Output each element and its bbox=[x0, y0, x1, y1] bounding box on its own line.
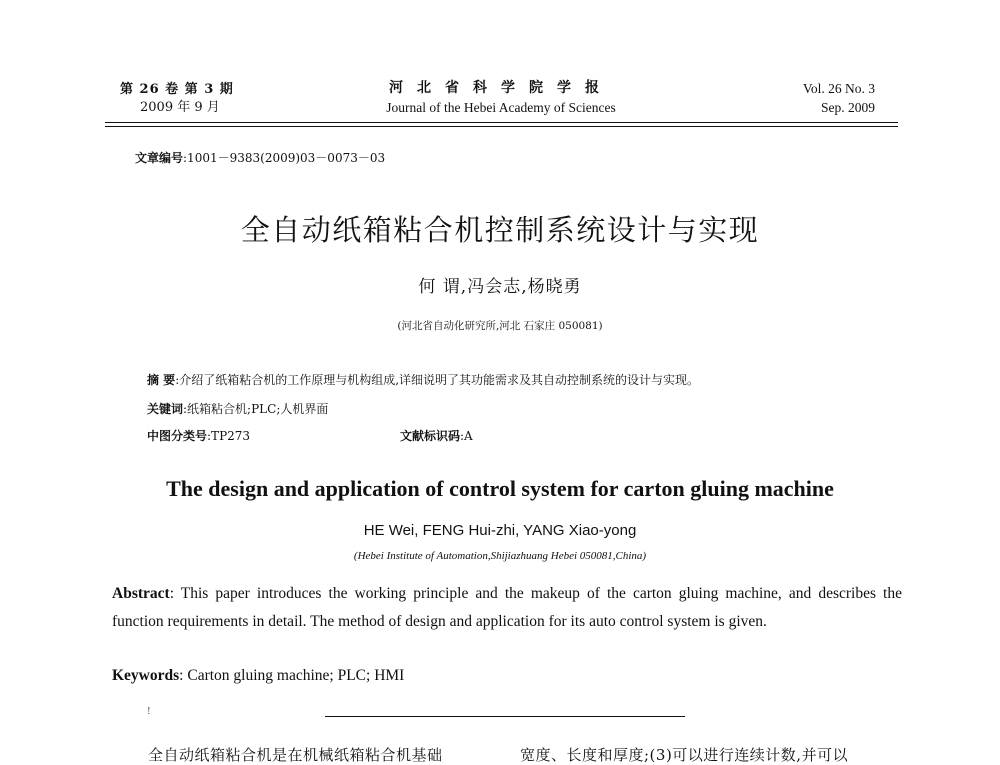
abstract-cn bbox=[147, 371, 699, 388]
header-center bbox=[366, 79, 636, 117]
authors-cn: 何 谓,冯会志,杨晓勇 bbox=[418, 277, 582, 297]
authors-en: HE Wei, FENG Hui-zhi, YANG Xiao-yong bbox=[363, 522, 637, 539]
keywords-en bbox=[112, 667, 404, 685]
classification-cn-text: :TP273 bbox=[207, 429, 251, 443]
volume-issue-en: Vol. 26 No. 3 bbox=[802, 81, 875, 96]
stray-mark: ! bbox=[147, 707, 151, 717]
abstract-en bbox=[112, 580, 902, 636]
section-separator bbox=[325, 716, 685, 717]
affiliation-en: (Hebei Institute of Automation,Shijiazhuang Hebei 050081,China) bbox=[353, 550, 647, 562]
date-cn: 2009 年 9 月 bbox=[140, 100, 220, 115]
header-right bbox=[803, 79, 875, 117]
article-number-value: :1001－9383(2009)03－0073－03 bbox=[183, 151, 386, 165]
doc-code-cn bbox=[400, 427, 473, 444]
title-en: The design and application of control system for carton gluing machine bbox=[166, 476, 834, 501]
header-left bbox=[120, 81, 234, 117]
doc-code-cn-label: 文献标识码 bbox=[400, 429, 461, 443]
article-number-label: 文章编号 bbox=[135, 151, 184, 165]
classification-cn-label: 中图分类号 bbox=[147, 429, 208, 443]
keywords-cn-label: 关键词 bbox=[147, 402, 184, 416]
affiliation-cn: (河北省自动化研究所,河北 石家庄 050081) bbox=[397, 320, 603, 332]
abstract-en-text: : This paper introduces the working principle and the makeup of the carton gluing machine, and describes the function requirements in detail. The method of design and application for its auto control system is given. bbox=[112, 585, 902, 630]
abstract-cn-label: 摘 要 bbox=[147, 373, 176, 387]
article-number bbox=[135, 149, 385, 166]
doc-code-cn-text: :A bbox=[460, 429, 473, 443]
volume-issue-cn: 第 26 卷 第 3 期 bbox=[120, 82, 234, 97]
body-column-left-line: 全自动纸箱粘合机是在机械纸箱粘合机基础 bbox=[148, 746, 443, 764]
keywords-en-label: Keywords bbox=[112, 667, 180, 684]
keywords-cn-text: :纸箱粘合机;PLC;人机界面 bbox=[183, 402, 329, 416]
abstract-en-label: Abstract bbox=[112, 585, 170, 602]
journal-name-en: Journal of the Hebei Academy of Sciences bbox=[386, 100, 616, 115]
body-column-right-line: 宽度、长度和厚度;(3)可以进行连续计数,并可以 bbox=[520, 746, 849, 764]
keywords-cn bbox=[147, 400, 328, 417]
date-en: Sep. 2009 bbox=[821, 100, 875, 115]
header-rule-thick bbox=[105, 122, 898, 123]
keywords-en-text: : Carton gluing machine; PLC; HMI bbox=[179, 667, 405, 684]
header-rule-thin bbox=[105, 126, 898, 127]
title-cn: 全自动纸箱粘合机控制系统设计与实现 bbox=[240, 213, 760, 247]
classification-cn bbox=[147, 427, 250, 444]
journal-name-cn: 河北省科学院学报 bbox=[389, 80, 613, 96]
abstract-cn-text: :介绍了纸箱粘合机的工作原理与机构组成,详细说明了其功能需求及其自动控制系统的设计与实现。 bbox=[175, 373, 700, 387]
